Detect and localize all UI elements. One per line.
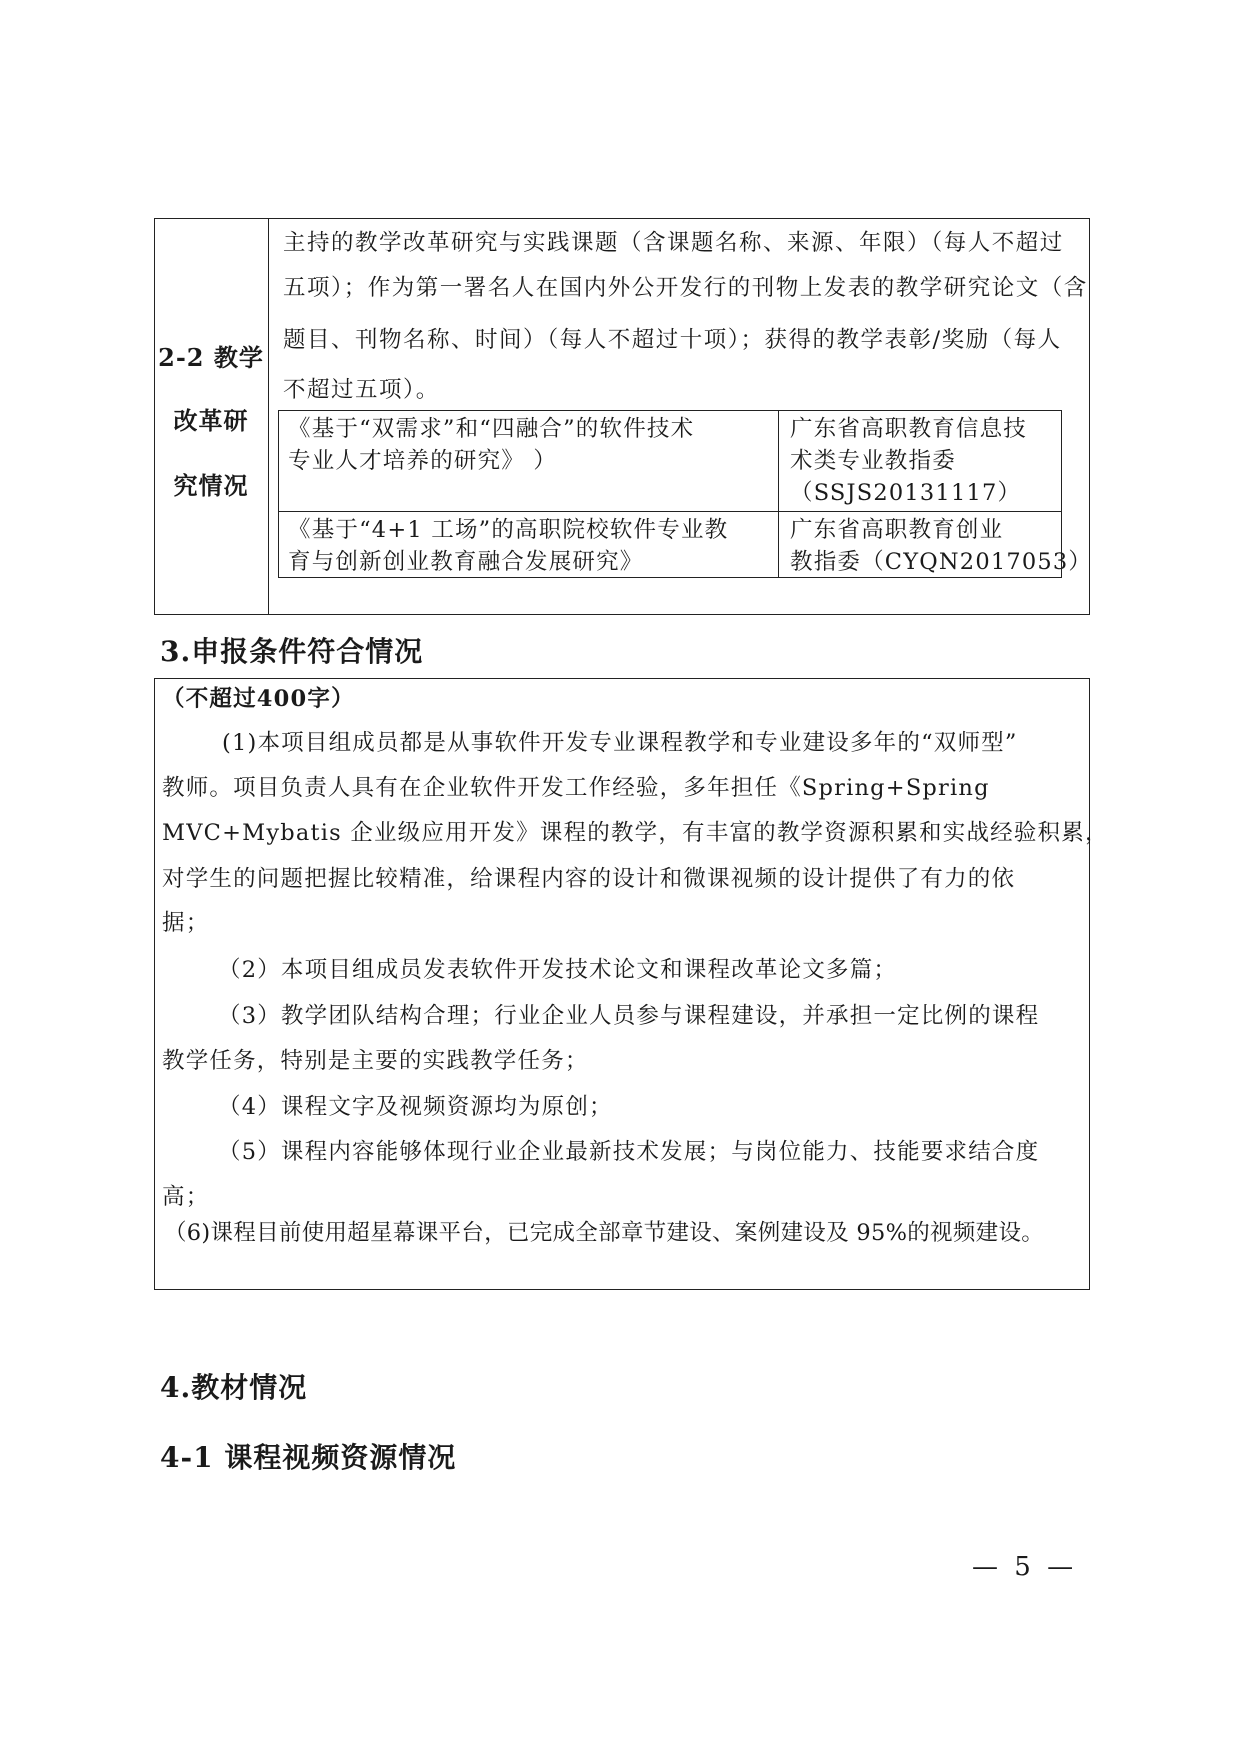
project-source-line: 广东省高职教育信息技 [790, 416, 1028, 442]
project-title-line: 育与创新创业教育融合发展研究》 [288, 549, 644, 575]
word-limit-note: （不超过400字） [162, 686, 355, 712]
paragraph-line: 教师。项目负责人具有在企业软件开发工作经验，多年担任《Spring+Spring [162, 775, 990, 801]
paragraph-line: 教学任务，特别是主要的实践教学任务； [162, 1048, 589, 1074]
row-label-line-2: 改革研 [173, 406, 249, 435]
projects-col-divider [778, 410, 779, 578]
row-label-line-3: 究情况 [173, 471, 249, 500]
project-title-line: 《基于“4+1 工场”的高职院校软件专业教 [288, 517, 729, 543]
section-4-1-subheading: 4-1 课程视频资源情况 [160, 1441, 457, 1474]
project-source-line: 广东省高职教育创业 [790, 517, 1004, 543]
paragraph-line: （3）教学团队结构合理；行业企业人员参与课程建设，并承担一定比例的课程 [218, 1003, 1040, 1029]
paragraph-line: 高； [162, 1184, 210, 1210]
paragraph-line: （2）本项目组成员发表软件开发技术论文和课程改革论文多篇； [218, 957, 898, 983]
paragraph-line: MVC+Mybatis 企业级应用开发》课程的教学，有丰富的教学资源积累和实战经验积累， [162, 820, 1109, 846]
table-column-divider [268, 218, 269, 615]
description-line: 不超过五项）。 [283, 377, 440, 403]
project-source-line: （SSJS20131117） [790, 480, 1022, 506]
description-line: 主持的教学改革研究与实践课题（含课题名称、来源、年限）（每人不超过 [283, 230, 1064, 256]
project-source-line: 教指委（CYQN2017053） [790, 549, 1093, 575]
page-number: — 5 — [972, 1552, 1078, 1582]
project-source-line: 术类专业教指委 [790, 448, 956, 474]
paragraph-line: 据； [162, 910, 210, 936]
paragraph-line: （4）课程文字及视频资源均为原创； [218, 1094, 613, 1120]
paragraph-line: （5）课程内容能够体现行业企业最新技术发展；与岗位能力、技能要求结合度 [218, 1139, 1040, 1165]
paragraph-line: （6)课程目前使用超星幕课平台，已完成全部章节建设、案例建设及 95%的视频建设。 [164, 1220, 1045, 1246]
projects-row-divider [278, 511, 1062, 512]
section-4-heading: 4.教材情况 [160, 1371, 308, 1404]
section-3-heading: 3.申报条件符合情况 [160, 635, 424, 668]
project-title-line: 专业人才培养的研究》 ） [288, 448, 558, 474]
paragraph-line: 对学生的问题把握比较精准，给课程内容的设计和微课视频的设计提供了有力的依 [162, 866, 1016, 892]
project-title-line: 《基于“双需求”和“四融合”的软件技术 [288, 416, 695, 442]
description-line: 题目、刊物名称、时间）（每人不超过十项）；获得的教学表彰/奖励（每人 [283, 327, 1062, 353]
paragraph-line: (1)本项目组成员都是从事软件开发专业课程教学和专业建设多年的“双师型” [222, 730, 1018, 756]
row-label-line-1: 2-2 教学 [158, 343, 264, 372]
description-line: 五项）；作为第一署名人在国内外公开发行的刊物上发表的教学研究论文（含 [283, 275, 1088, 301]
